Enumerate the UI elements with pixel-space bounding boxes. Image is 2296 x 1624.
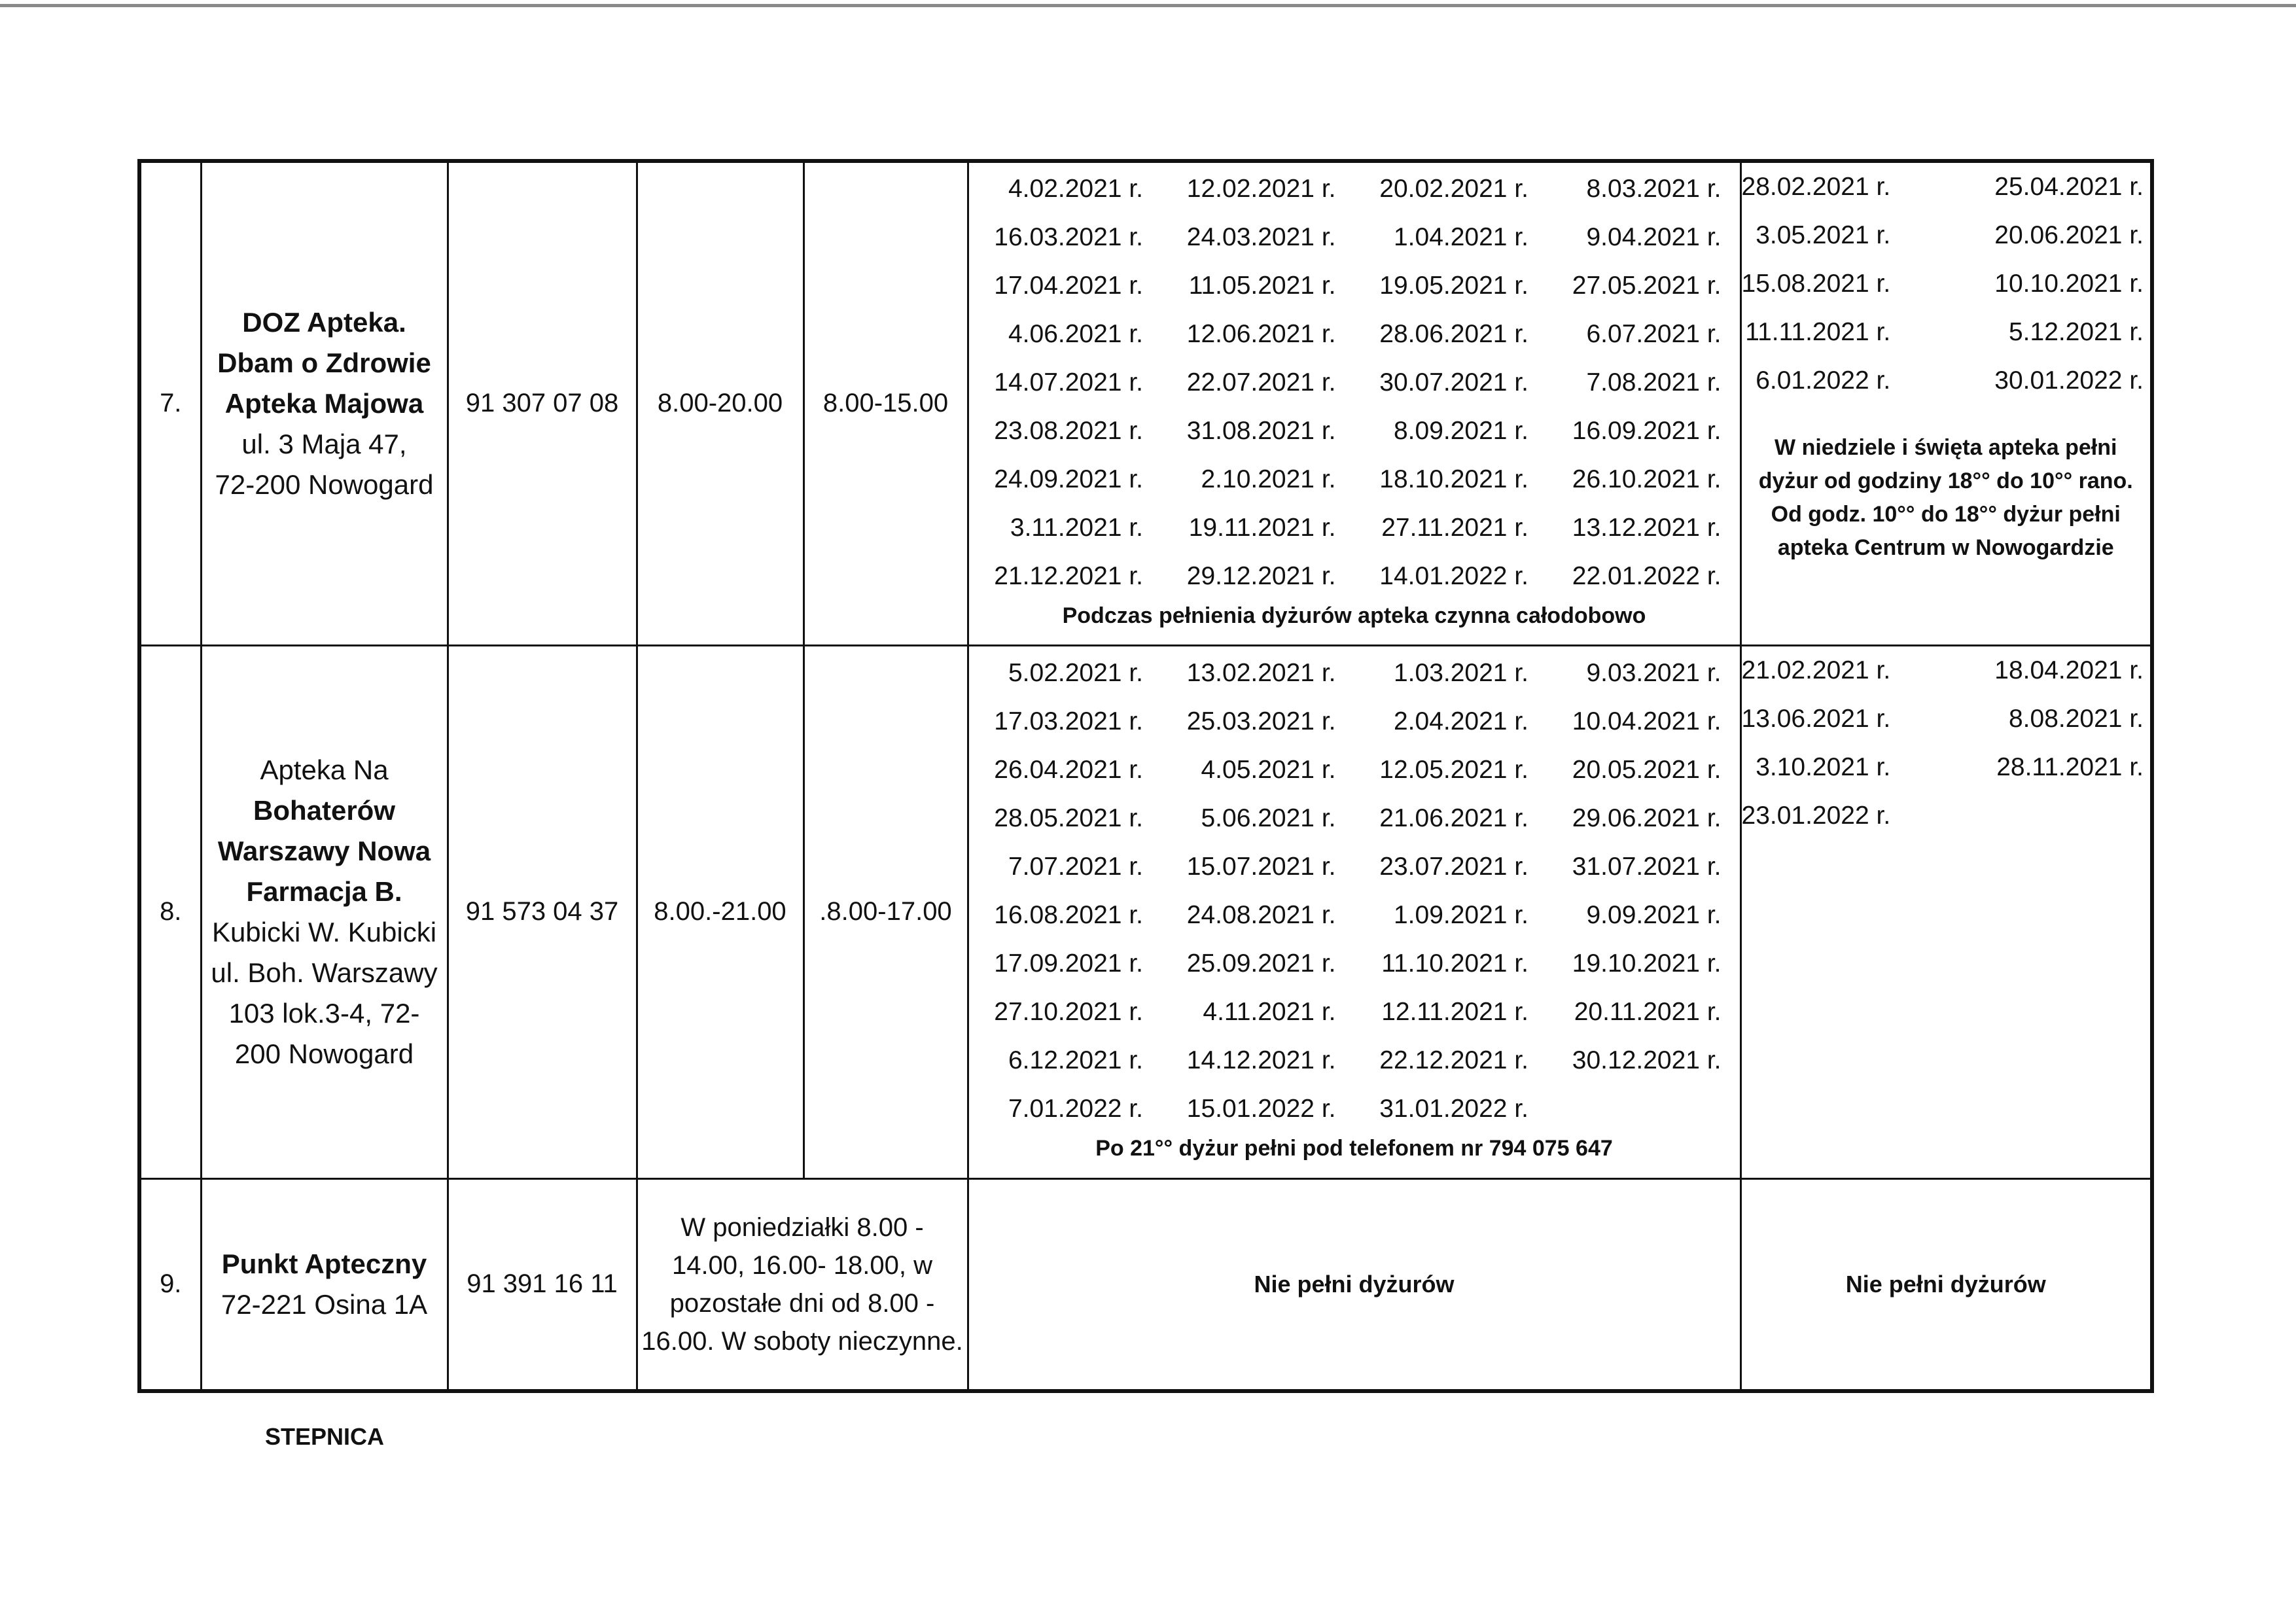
date-cell: 19.05.2021 r. <box>1379 271 1528 300</box>
duty-note: Podczas pełnienia dyżurów apteka czynna całodobowo <box>1062 603 1646 628</box>
date-cell: 1.04.2021 r. <box>1393 222 1528 251</box>
date-cell: 2.04.2021 r. <box>1393 707 1528 735</box>
date-cell: 25.09.2021 r. <box>1186 949 1336 978</box>
date-cell: 17.04.2021 r. <box>994 271 1143 300</box>
date-cell: 29.12.2021 r. <box>1186 561 1336 590</box>
date-cell: 31.08.2021 r. <box>1186 416 1336 445</box>
date-cell: 1.03.2021 r. <box>1393 658 1528 687</box>
date-cell: 11.05.2021 r. <box>1188 271 1336 300</box>
date-cell: 13.12.2021 r. <box>1572 513 1722 542</box>
date-cell: 24.08.2021 r. <box>1186 900 1336 929</box>
date-cell: 3.05.2021 r. <box>1756 221 1891 249</box>
date-cell: 17.09.2021 r. <box>994 949 1143 978</box>
duty-dates-cell: Nie pełni dyżurów <box>968 1178 1740 1391</box>
date-cell: 26.04.2021 r. <box>994 755 1143 784</box>
table-row <box>139 1178 2152 1391</box>
date-cell: 19.10.2021 r. <box>1572 949 1722 978</box>
date-cell: 18.04.2021 r. <box>1994 656 2144 684</box>
date-cell: 28.11.2021 r. <box>1996 752 2144 781</box>
date-cell: 5.06.2021 r. <box>1201 803 1336 832</box>
date-cell: 3.10.2021 r. <box>1756 752 1891 781</box>
date-cell: 6.12.2021 r. <box>1008 1046 1143 1074</box>
date-cell: 21.06.2021 r. <box>1379 803 1528 832</box>
date-cell: 17.03.2021 r. <box>994 707 1143 735</box>
name-line: Dbam o Zdrowie <box>217 347 431 378</box>
row-number: 9. <box>139 1178 201 1391</box>
date-cell: 7.08.2021 r. <box>1586 368 1722 397</box>
date-cell: 1.09.2021 r. <box>1393 900 1528 929</box>
date-cell: 22.12.2021 r. <box>1379 1046 1528 1074</box>
date-cell: 21.02.2021 r. <box>1741 656 1891 684</box>
row-number: 8. <box>139 645 201 1178</box>
holiday-dates-cell: Nie pełni dyżurów <box>1740 1178 2152 1391</box>
date-cell: 19.11.2021 r. <box>1188 513 1336 542</box>
date-cell: 4.02.2021 r. <box>1008 174 1143 203</box>
date-cell: 13.02.2021 r. <box>1186 658 1336 687</box>
name-line: DOZ Apteka. <box>242 306 406 338</box>
date-cell: 22.07.2021 r. <box>1186 368 1336 397</box>
date-cell: 20.11.2021 r. <box>1574 997 1722 1026</box>
date-cell: 16.08.2021 r. <box>994 900 1143 929</box>
holiday-dates-cell <box>1740 645 2152 1178</box>
date-cell: 29.06.2021 r. <box>1572 803 1722 832</box>
date-cell: 8.08.2021 r. <box>2008 704 2144 733</box>
date-cell: 4.05.2021 r. <box>1201 755 1336 784</box>
date-cell: 9.04.2021 r. <box>1586 222 1722 251</box>
name-line: ul. 3 Maja 47, <box>241 428 407 459</box>
date-cell: 21.12.2021 r. <box>994 561 1143 590</box>
date-cell: 11.11.2021 r. <box>1745 318 1891 346</box>
date-cell: 15.07.2021 r. <box>1186 852 1336 881</box>
name-line: Apteka Majowa <box>224 387 424 419</box>
date-cell: 23.08.2021 r. <box>994 416 1143 445</box>
pharmacy-name <box>201 161 448 645</box>
date-cell: 25.04.2021 r. <box>1994 173 2144 201</box>
holiday-dates-grid <box>1742 646 2151 840</box>
date-cell: 23.01.2022 r. <box>1741 801 1891 830</box>
date-cell: 18.10.2021 r. <box>1379 465 1528 493</box>
date-cell: 14.07.2021 r. <box>994 368 1143 397</box>
date-cell: 12.11.2021 r. <box>1381 997 1528 1026</box>
duty-dates-grid <box>969 165 1740 601</box>
date-cell: 30.01.2022 r. <box>1994 366 2144 395</box>
date-cell: 15.08.2021 r. <box>1741 270 1891 298</box>
phone-number: 91 307 07 08 <box>448 161 637 645</box>
date-cell: 14.01.2022 r. <box>1379 561 1528 590</box>
date-cell <box>1949 792 2150 840</box>
date-cell: 16.03.2021 r. <box>994 222 1143 251</box>
date-cell: 15.01.2022 r. <box>1186 1094 1336 1123</box>
table-row <box>139 161 2152 645</box>
weekday-hours: 8.00.-21.00 <box>637 645 804 1178</box>
date-cell: 9.03.2021 r. <box>1586 658 1722 687</box>
date-cell: 23.07.2021 r. <box>1379 852 1528 881</box>
date-cell: 31.01.2022 r. <box>1379 1094 1528 1123</box>
duty-dates-cell <box>968 161 1740 645</box>
date-cell: 2.10.2021 r. <box>1201 465 1336 493</box>
duty-dates-cell <box>968 645 1740 1178</box>
duty-note: Po 21°° dyżur pełni pod telefonem nr 794 075 647 <box>1095 1135 1613 1161</box>
saturday-hours: .8.00-17.00 <box>804 645 968 1178</box>
date-cell: 6.01.2022 r. <box>1756 366 1891 395</box>
date-cell: 8.03.2021 r. <box>1586 174 1722 203</box>
date-cell: 13.06.2021 r. <box>1741 704 1891 733</box>
weekday-hours: 8.00-20.00 <box>637 161 804 645</box>
name-line: 72-200 Nowogard <box>215 468 434 500</box>
date-cell: 30.07.2021 r. <box>1379 368 1528 397</box>
opening-hours: W poniedziałki 8.00 - 14.00, 16.00- 18.00, w pozostałe dni od 8.00 - 16.00. W soboty nieczynne. <box>637 1178 968 1391</box>
duty-dates-grid <box>969 649 1740 1133</box>
date-cell: 27.05.2021 r. <box>1572 271 1722 300</box>
date-cell: 7.01.2022 r. <box>1008 1094 1143 1123</box>
phone-number: 91 573 04 37 <box>448 645 637 1178</box>
saturday-hours: 8.00-15.00 <box>804 161 968 645</box>
pharmacy-duty-table <box>137 159 2154 1393</box>
date-cell <box>1547 1085 1740 1133</box>
date-cell: 22.01.2022 r. <box>1572 561 1722 590</box>
phone-number: 91 391 16 11 <box>448 1178 637 1391</box>
date-cell: 7.07.2021 r. <box>1008 852 1143 881</box>
date-cell: 20.06.2021 r. <box>1994 221 2144 249</box>
date-cell: 5.02.2021 r. <box>1008 658 1143 687</box>
date-cell: 28.02.2021 r. <box>1741 173 1891 201</box>
date-cell: 11.10.2021 r. <box>1381 949 1528 978</box>
date-cell: 4.11.2021 r. <box>1203 997 1336 1026</box>
date-cell: 12.05.2021 r. <box>1379 755 1528 784</box>
holiday-dates-grid <box>1742 163 2151 405</box>
row-number: 7. <box>139 161 201 645</box>
date-cell: 24.03.2021 r. <box>1186 222 1336 251</box>
date-cell: 26.10.2021 r. <box>1572 465 1722 493</box>
date-cell: 9.09.2021 r. <box>1586 900 1722 929</box>
date-cell: 5.12.2021 r. <box>2008 318 2144 346</box>
date-cell: 8.09.2021 r. <box>1393 416 1528 445</box>
date-cell: 16.09.2021 r. <box>1572 416 1722 445</box>
date-cell: 20.02.2021 r. <box>1379 174 1528 203</box>
date-cell: 20.05.2021 r. <box>1572 755 1722 784</box>
date-cell: 10.10.2021 r. <box>1994 270 2144 298</box>
holiday-dates-cell <box>1740 161 2152 645</box>
date-cell: 24.09.2021 r. <box>994 465 1143 493</box>
section-label: STEPNICA <box>265 1423 385 1450</box>
date-cell: 30.12.2021 r. <box>1572 1046 1722 1074</box>
date-cell: 31.07.2021 r. <box>1572 852 1722 881</box>
date-cell: 6.07.2021 r. <box>1586 319 1722 348</box>
date-cell: 25.03.2021 r. <box>1186 707 1336 735</box>
date-cell: 27.10.2021 r. <box>994 997 1143 1026</box>
table-row <box>139 645 2152 1178</box>
date-cell: 12.02.2021 r. <box>1186 174 1336 203</box>
date-cell: 28.06.2021 r. <box>1379 319 1528 348</box>
date-cell: 14.12.2021 r. <box>1186 1046 1336 1074</box>
top-scan-line <box>0 4 2296 7</box>
date-cell: 12.06.2021 r. <box>1186 319 1336 348</box>
date-cell: 27.11.2021 r. <box>1381 513 1528 542</box>
date-cell: 4.06.2021 r. <box>1008 319 1143 348</box>
date-cell: 10.04.2021 r. <box>1572 707 1722 735</box>
pharmacy-name: Punkt Apteczny 72-221 Osina 1A <box>201 1178 448 1391</box>
date-cell: 3.11.2021 r. <box>1010 513 1143 542</box>
holiday-note: W niedziele i święta apteka pełni dyżur od godziny 18°° do 10°° rano. Od godz. 10°° do 18°° dyżur pełni apteka Centrum w Nowogardzie <box>1758 435 2133 560</box>
pharmacy-name: Apteka Na Bohaterów Warszawy Nowa Farmacja B. Kubicki W. Kubicki ul. Boh. Warszawy 103 lok.3-4, 72- 200 Nowogard <box>201 645 448 1178</box>
date-cell: 28.05.2021 r. <box>994 803 1143 832</box>
